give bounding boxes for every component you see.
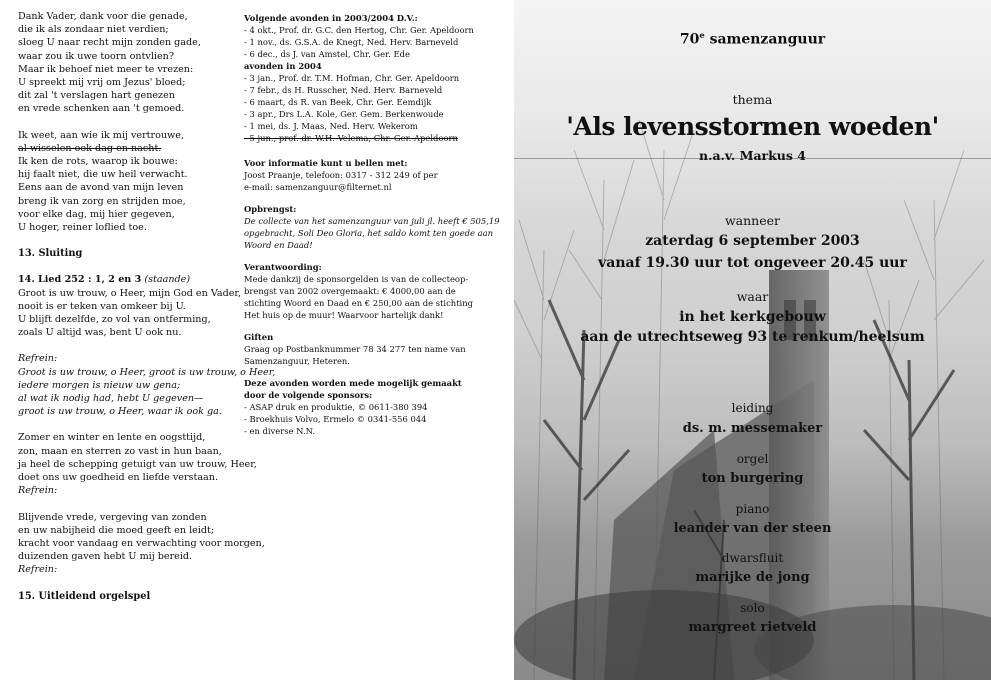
verse-line: hij faalt niet, die uw heil verwacht. xyxy=(18,169,188,181)
verse-line: U hoger, reiner loflied toe. xyxy=(18,222,147,234)
refrain-label: Refrein: xyxy=(18,485,58,497)
verse-line: Zomer en winter en lente en oogsttijd, xyxy=(18,432,206,444)
verse-line: Groot is uw trouw, o Heer, mijn God en Vader, xyxy=(18,287,242,299)
lied-heading xyxy=(18,273,238,286)
verse-line: die ik als zondaar niet verdien; xyxy=(18,24,169,36)
section-heading-uitleidend: 15. Uitleidend orgelspel xyxy=(18,590,151,602)
refrain-line: Groot is uw trouw, o Heer, groot is uw trouw, o Heer, xyxy=(18,366,276,378)
role-label-leiding: leiding xyxy=(731,401,774,415)
poster-panel xyxy=(514,0,991,680)
when-label: wanneer xyxy=(724,213,781,228)
giften-heading: Giften xyxy=(244,332,274,342)
opbrengst-line: De collecte van het samenzanguur van juli jl. heeft € 505,19 xyxy=(244,216,500,226)
role-name-solo: margreet rietveld xyxy=(688,620,817,635)
info-line: Joost Praanje, telefoon: 0317 - 312 249 of per xyxy=(244,170,438,180)
verse-line: doet ons uw goedheid en liefde verstaan. xyxy=(18,472,218,484)
verantwoording-line: Mede dankzij de sponsorgelden is van de collecteop- xyxy=(244,274,469,284)
verse-line: U blijft dezelfde, zo vol van ontferming, xyxy=(18,314,211,326)
verse-line: Eens aan de avond van mijn leven xyxy=(18,182,184,194)
stanza-4 xyxy=(18,431,257,484)
email-text: e-mail: samenzanguur@filternet.nl xyxy=(244,182,392,192)
info-heading: Voor informatie kunt u bellen met: xyxy=(244,158,408,168)
verse-line: Ik weet, aan wie ik mij vertrouwe, xyxy=(18,129,184,141)
opbrengst-heading: Opbrengst: xyxy=(244,204,297,214)
sponsors-heading: door de volgende sponsors: xyxy=(244,390,373,400)
sponsor-item: - en diverse N.N. xyxy=(244,426,316,436)
verse-line: voor elke dag, mij hier gegeven, xyxy=(18,208,175,220)
role-label-solo: solo xyxy=(740,601,765,615)
role-label-dwarsfluit: dwarsfluit xyxy=(721,551,784,565)
verse-line: Ik ken de rots, waarop ik bouwe: xyxy=(18,156,178,168)
verse-line: waar zou ik uwe toorn ontvlien? xyxy=(18,50,174,62)
refrain-line: al wat ik nodig had, hebt U gegeven— xyxy=(18,393,204,405)
sponsor-item: - ASAP druk en produktie, © 0611-380 394 xyxy=(244,402,428,412)
opbrengst-line: Woord en Daad! xyxy=(244,240,313,250)
next-evenings-heading: Volgende avonden in 2003/2004 D.V.: xyxy=(244,13,418,23)
stanza-3 xyxy=(18,287,242,340)
role-label-piano: piano xyxy=(735,502,770,516)
evenings-2004-heading: avonden in 2004 xyxy=(244,61,322,71)
lied-number: 14. Lied 252 : 1, 2 en 3 xyxy=(18,274,142,286)
poster-subtitle: n.a.v. Markus 4 xyxy=(699,148,806,163)
opbrengst-line: opgebracht, Soli Deo Gloria, het saldo komt ten goede aan xyxy=(244,228,494,238)
schedule-item: - 6 maart, ds R. van Beek, Chr. Ger. Eemdijk xyxy=(244,97,432,107)
schedule-item: - 6 dec., ds J. van Amstel, Chr. Ger. Ede xyxy=(244,49,410,59)
verse-line: duizenden gaven hebt U mij bereid. xyxy=(18,551,193,563)
edition-text: samenzanguur xyxy=(709,31,826,48)
verse-line: Dank Vader, dank voor die genade, xyxy=(18,11,188,22)
edition-sup: e xyxy=(699,30,705,40)
event-date: zaterdag 6 september 2003 xyxy=(645,233,860,249)
verse-line: sloeg U naar recht mijn zonden gade, xyxy=(18,37,201,49)
giften-line: Graag op Postbanknummer 78 34 277 ten name van xyxy=(244,344,466,354)
verse-line: breng ik van zorg en strijden moe, xyxy=(18,195,186,207)
event-time: vanaf 19.30 uur tot ongeveer 20.45 uur xyxy=(598,255,907,271)
lied-note: (staande) xyxy=(144,274,191,286)
verantwoording-line: Het huis op de muur! Waarvoor hartelijk dank! xyxy=(244,310,444,320)
verantwoording-heading: Verantwoording: xyxy=(244,262,322,272)
verse-line: ja heel de schepping getuigt van uw trouw, Heer, xyxy=(18,458,257,470)
verse-line: Maar ik behoef niet meer te vrezen: xyxy=(18,63,194,75)
schedule-item: - 3 apr., Drs L.A. Kole, Ger. Gem. Berkenwoude xyxy=(244,109,444,119)
giften-line: Samenzanguur, Heteren. xyxy=(244,356,350,366)
thema-label: thema xyxy=(732,92,773,107)
edition-number: 70 xyxy=(679,31,700,48)
refrain-line: iedere morgen is nieuw uw gena; xyxy=(18,379,181,391)
role-name-dwarsfluit: marijke de jong xyxy=(695,570,810,585)
refrain-label: Refrein: xyxy=(18,564,58,576)
verse-line: Blijvende vrede, vergeving van zonden xyxy=(18,511,207,523)
poster-title: 'Als levensstormen woeden' xyxy=(566,112,939,141)
schedule-item: - 3 jan., Prof. dr. T.M. Hofman, Chr. Ger. Apeldoorn xyxy=(244,73,460,83)
verse-line: en uw nabijheid die moed geeft en leidt; xyxy=(18,524,215,536)
sponsor-item: - Broekhuis Volvo, Ermelo © 0341-556 044 xyxy=(244,414,427,424)
venue-name: in het kerkgebouw xyxy=(679,309,826,325)
role-label-orgel: orgel xyxy=(736,452,769,466)
middle-column xyxy=(244,12,506,680)
role-name-piano: leander van der steen xyxy=(673,521,832,536)
section-heading-sluiting: 13. Sluiting xyxy=(18,248,83,260)
venue-address: aan de utrechtseweg 93 te renkum/heelsum xyxy=(580,329,925,345)
verse-line: kracht voor vandaag en verwachting voor morgen, xyxy=(18,537,265,549)
verse-line: zon, maan en sterren zo vast in hun baan, xyxy=(18,445,222,457)
verse-line: en vrede schenken aan 't gemoed. xyxy=(18,103,185,115)
schedule-item: - 7 febr., ds H. Russcher, Ned. Herv. Barneveld xyxy=(244,85,443,95)
verse-line: nooit is er teken van omkeer bij U. xyxy=(18,300,186,312)
stanza-1 xyxy=(18,10,238,116)
refrain xyxy=(18,366,276,419)
schedule-item: - 1 nov., ds. G.S.A. de Knegt, Ned. Herv. Barneveld xyxy=(244,37,459,47)
where-label: waar xyxy=(736,289,769,304)
verse-line: dit zal 't verslagen hart genezen xyxy=(18,90,175,102)
edition-heading xyxy=(514,30,991,48)
refrain-label: Refrein: xyxy=(18,353,58,365)
refrain-line: groot is uw trouw, o Heer, waar ik ook ga. xyxy=(18,406,222,418)
role-name-orgel: ton burgering xyxy=(701,471,804,486)
verse-line: al wisselen ook dag en nacht. xyxy=(18,142,162,154)
schedule-item: - 1 mei, ds. J. Maas, Ned. Herv. Wekerom xyxy=(244,121,418,131)
sponsors-heading: Deze avonden worden mede mogelijk gemaakt xyxy=(244,378,462,388)
stanza-5 xyxy=(18,511,265,564)
email-line xyxy=(244,181,506,193)
schedule-item: - 4 okt., Prof. dr. G.C. den Hertog, Chr. Ger. Apeldoorn xyxy=(244,25,474,35)
verantwoording-line: stichting Woord en Daad en € 250,00 aan de stichting xyxy=(244,298,473,308)
schedule-item: - 5 jun., prof. dr. W.H. Velema, Chr. Ger. Apeldoorn xyxy=(244,133,458,143)
verse-line: U spreekt mij vrij om Jezus' bloed; xyxy=(18,77,186,89)
verse-line: zoals U altijd was, bent U ook nu. xyxy=(18,327,182,339)
stanza-2 xyxy=(18,129,238,235)
verantwoording-line: brengst van 2002 overgemaakt: € 4000,00 aan de xyxy=(244,286,456,296)
role-name-leiding: ds. m. messemaker xyxy=(682,421,823,436)
